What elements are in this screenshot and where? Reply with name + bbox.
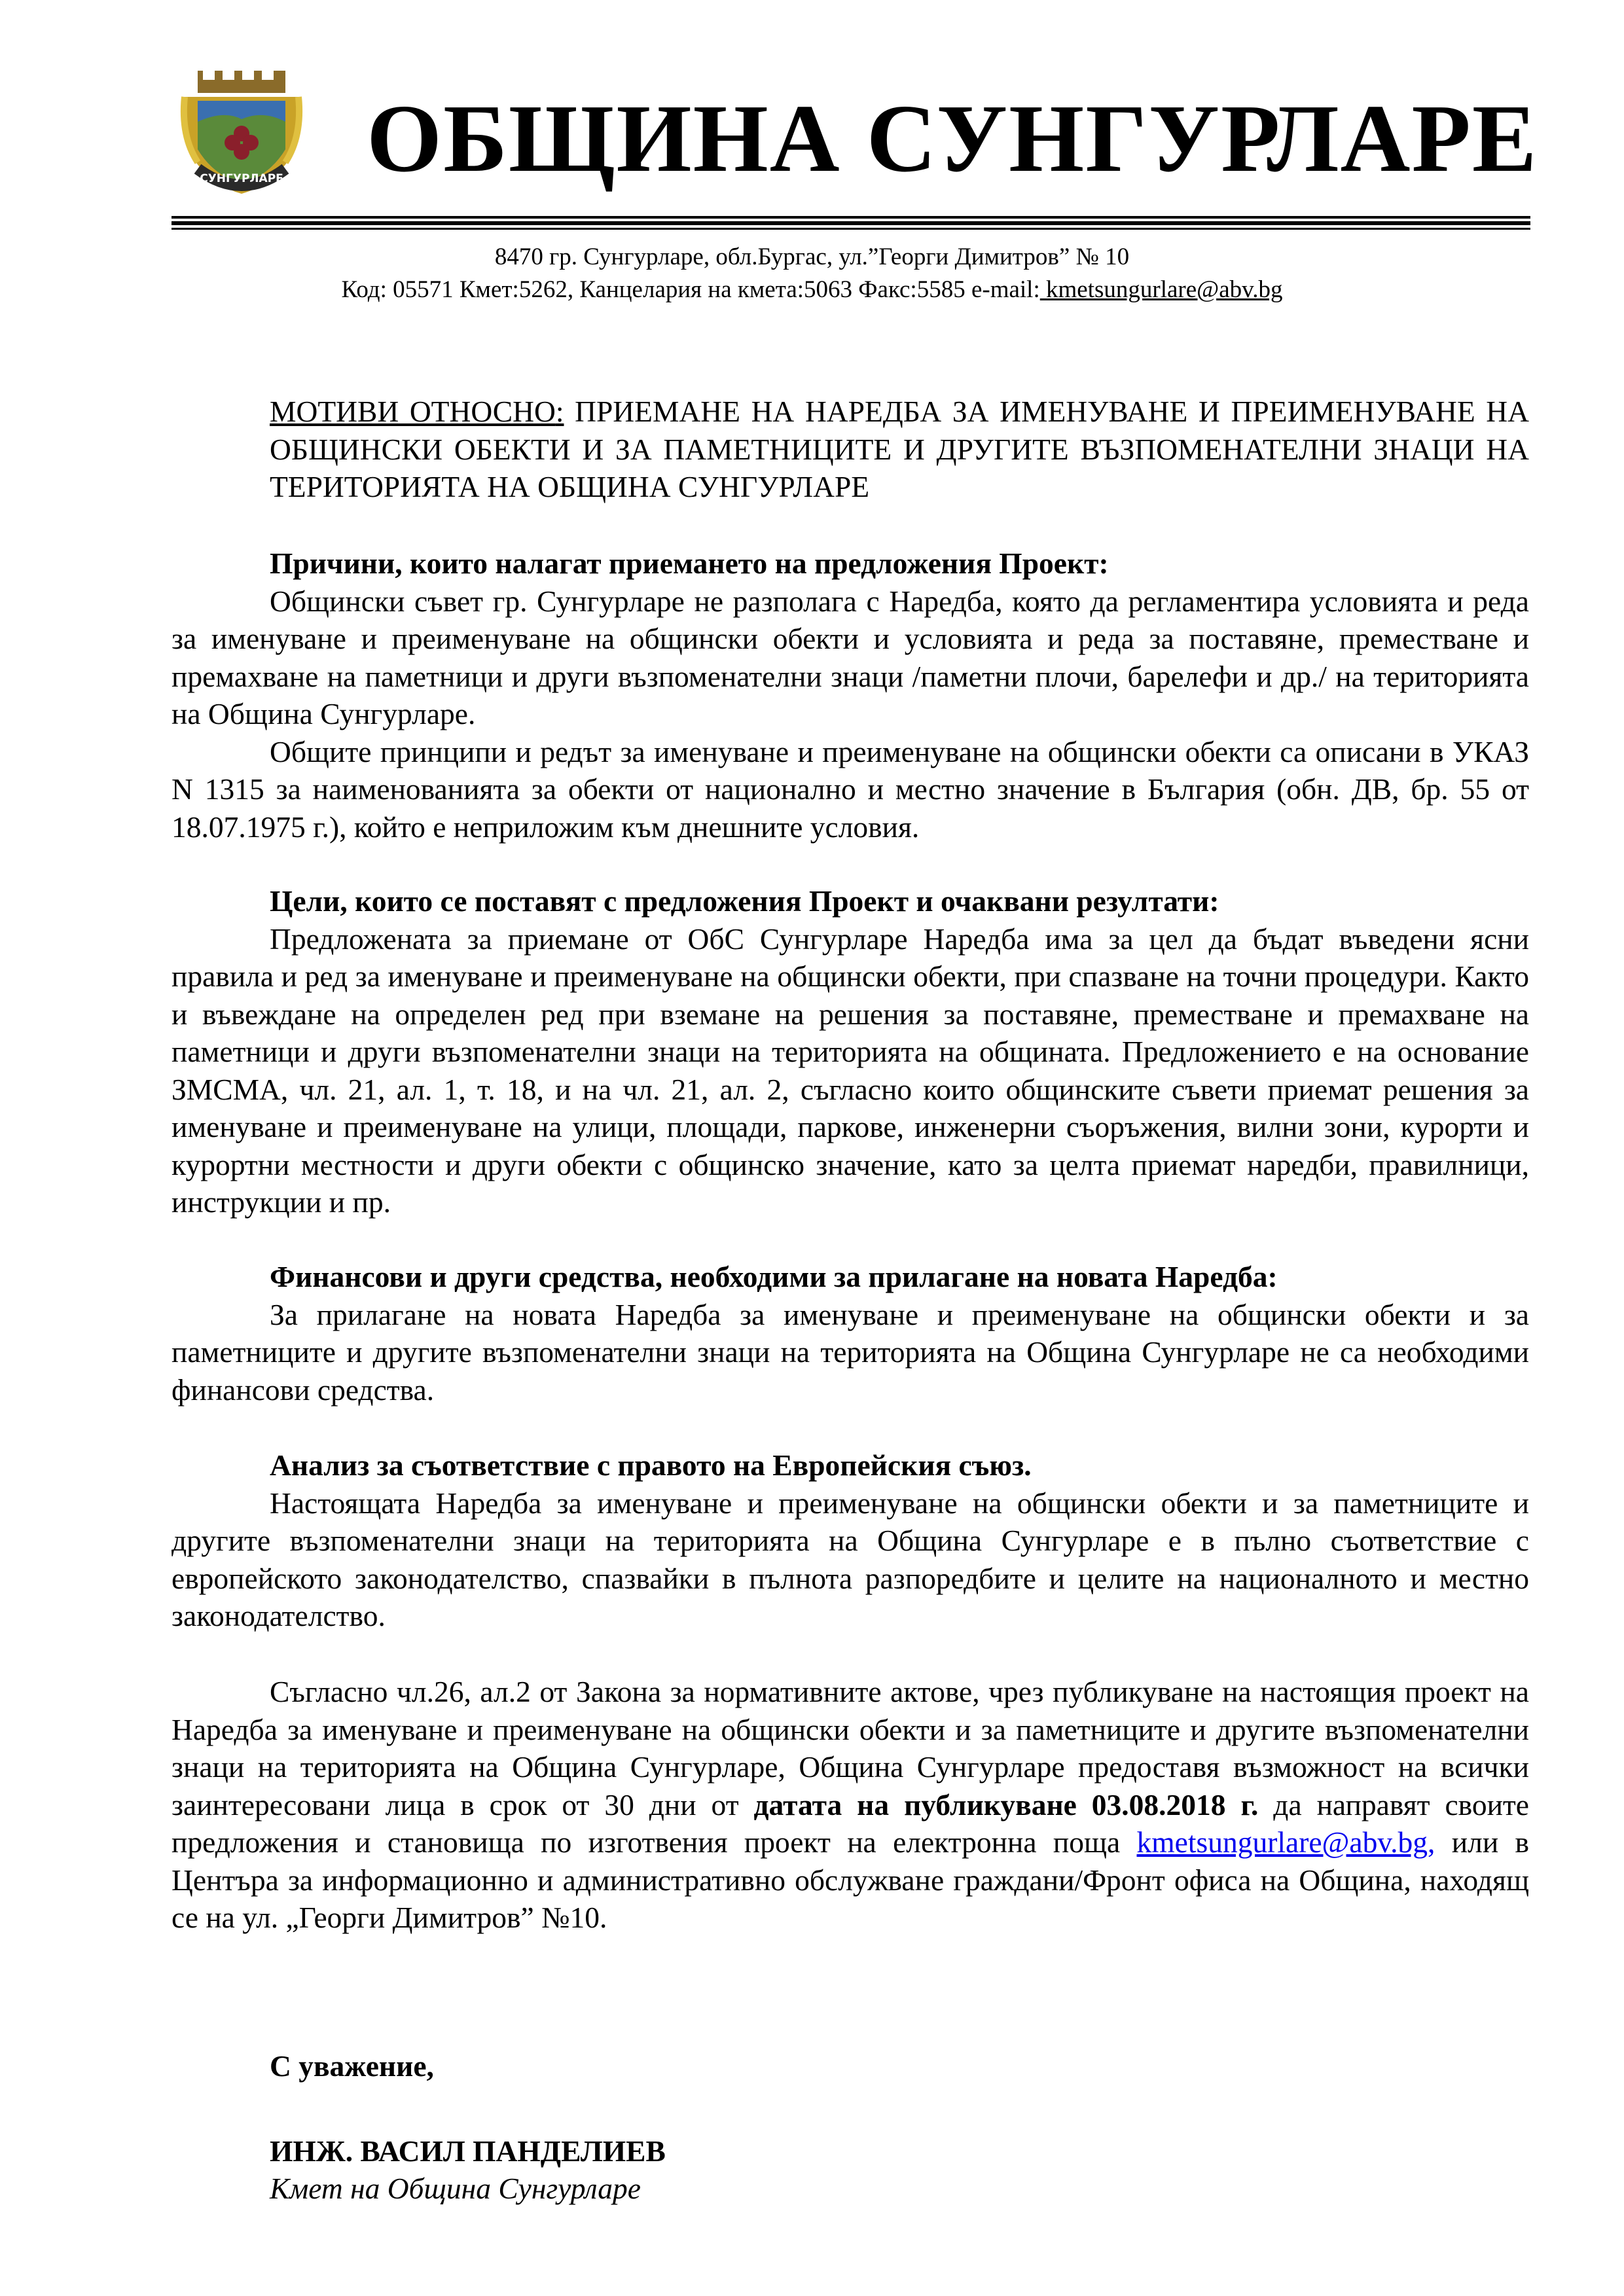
subject-label: МОТИВИ ОТНОСНО bbox=[270, 395, 556, 428]
goals-heading: Цели, които се поставят с предложения Проект и очаквани резултати: bbox=[270, 884, 1219, 918]
reasons-paragraph-1: Общински съвет гр. Сунгурларе не разполага с Наредба, която да регламентира условията и реда за именуване и преименуване на общински обекти и условията и реда за поставяне, преместване и премахване на паметници и други възпоменателни знаци /паметни плочи, барелефи и др./ на територията на Община Сунгурларе. bbox=[171, 584, 1529, 730]
reasons-paragraph-2: Общите принципи и редът за именуване и преименуване на общински обекти са описани в УКАЗ N 1315 за наименованията за обекти от национално и местно значение в България (обн. ДВ, бр. 55 от 18.07.1975 г.), който е неприложим към днешните условия. bbox=[171, 734, 1529, 844]
consultation-text-1: Съгласно чл.26, ал.2 от Закона за нормативните актове, чрез публикуване на настоящия проект на Наредба за именуване и преименуване на общински обекти и за паметниците и другите възпоменателни знаци на територията на Община Сунгурларе, Община Сунгурларе предоставя възможност на всички заинтересовани лица в срок от 30 дни от bbox=[171, 1675, 1529, 1821]
consultation-text-3: или в Центъра за информационно и административно обслужване граждани/Фронт офиса на Община, находящ се на ул. „Георги Димитров” №10. bbox=[171, 1825, 1529, 1934]
goals-section bbox=[171, 882, 1529, 1221]
header-rule-bottom bbox=[171, 228, 1530, 230]
consultation-paragraph bbox=[171, 1673, 1529, 1937]
address-line-1: 8470 гр. Сунгурларе, обл.Бургас, ул.”Георги Димитров” № 10 bbox=[494, 243, 1130, 270]
closing-regards: С уважение, bbox=[270, 2049, 434, 2083]
finance-heading: Финансови и други средства, необходими за прилагане на новата Наредба: bbox=[270, 1260, 1278, 1293]
finance-paragraph: За прилагане на новата Наредба за именуване и преименуване на общински обекти и за паметниците и другите възпоменателни знаци на територията на Община Сунгурларе не са необходими финансови средства. bbox=[171, 1297, 1529, 1407]
eu-heading: Анализ за съответствие с правото на Европейския съюз. bbox=[270, 1448, 1032, 1482]
crest-text: СУНГУРЛАРЕ bbox=[200, 172, 283, 185]
signatory-name: ИНЖ. ВАСИЛ ПАНДЕЛИЕВ bbox=[270, 2134, 666, 2168]
header-rule-top bbox=[171, 216, 1530, 219]
subject-text: ПРИЕМАНЕ НА НАРЕДБА ЗА ИМЕНУВАНЕ И ПРЕИМЕНУВАНЕ НА ОБЩИНСКИ ОБЕКТИ И ЗА ПАМЕТНИЦИТЕ И ДРУГИТЕ ВЪЗПОМЕНАТЕЛНИ ЗНАЦИ НА ТЕРИТОРИЯТА НА ОБЩИНА СУНГУРЛАРЕ bbox=[270, 395, 1529, 503]
header-email-link[interactable]: kmetsungurlare@abv.bg bbox=[1039, 276, 1283, 303]
subject-block bbox=[270, 393, 1529, 506]
eu-paragraph: Настоящата Наредба за именуване и преименуване на общински обекти и за паметниците и другите възпоменателни знаци на територията на Община Сунгурларе е в пълно съответствие с европейското законодателство, спазвайки в пълнота разпоредбите и целите на националното и местно законодателство. bbox=[171, 1486, 1529, 1632]
reasons-section bbox=[171, 545, 1529, 846]
publication-date: датата на публикуване 03.08.2018 г. bbox=[753, 1787, 1259, 1821]
consultation-text-2: да направят своите предложения и становища по изготвения проект на електронна поща bbox=[171, 1787, 1529, 1859]
consultation-email-link[interactable]: kmetsungurlare@abv.bg, bbox=[1136, 1825, 1435, 1859]
eu-section bbox=[171, 1446, 1529, 1635]
goals-paragraph: Предложената за приемане от ОбС Сунгурларе Наредба има за цел да бъдат въведени ясни правила и ред за именуване и преименуване на общински обекти, при спазване на точни процедури. Както и въвеждане на определен ред при вземане на решения за поставяне, преместване и премахване на паметници и други възпоменателни знаци на територията на общината. Предложението е на основание ЗМСМА, чл. 21, ал. 1, т. 18, и на чл. 21, ал. 2, съгласно които общинските съвети приемат решения за именуване и преименуване на улици, площади, паркове, инженерни съоръжения, вилни зони, курорти и курортни местности и други обекти с общинско значение, като за целта приемат наредби, правилници, инструкции и пр. bbox=[171, 922, 1529, 1219]
consultation-section bbox=[171, 1673, 1529, 1937]
signatory-position: Кмет на Община Сунгурларе bbox=[270, 2172, 641, 2205]
municipality-title: ОБЩИНА СУНГУРЛАРЕ bbox=[367, 85, 1538, 192]
subject-colon: : bbox=[555, 395, 564, 428]
address-line-2 bbox=[0, 274, 1624, 306]
contact-numbers: Код: 05571 Кмет:5262, Канцелария на кмета:5063 Факс:5585 e-mail: bbox=[341, 276, 1040, 303]
municipality-crest-icon bbox=[171, 71, 312, 195]
header-rule-middle bbox=[171, 221, 1530, 225]
finance-section bbox=[171, 1258, 1529, 1408]
reasons-heading: Причини, които налагат приемането на предложения Проект: bbox=[270, 547, 1109, 580]
